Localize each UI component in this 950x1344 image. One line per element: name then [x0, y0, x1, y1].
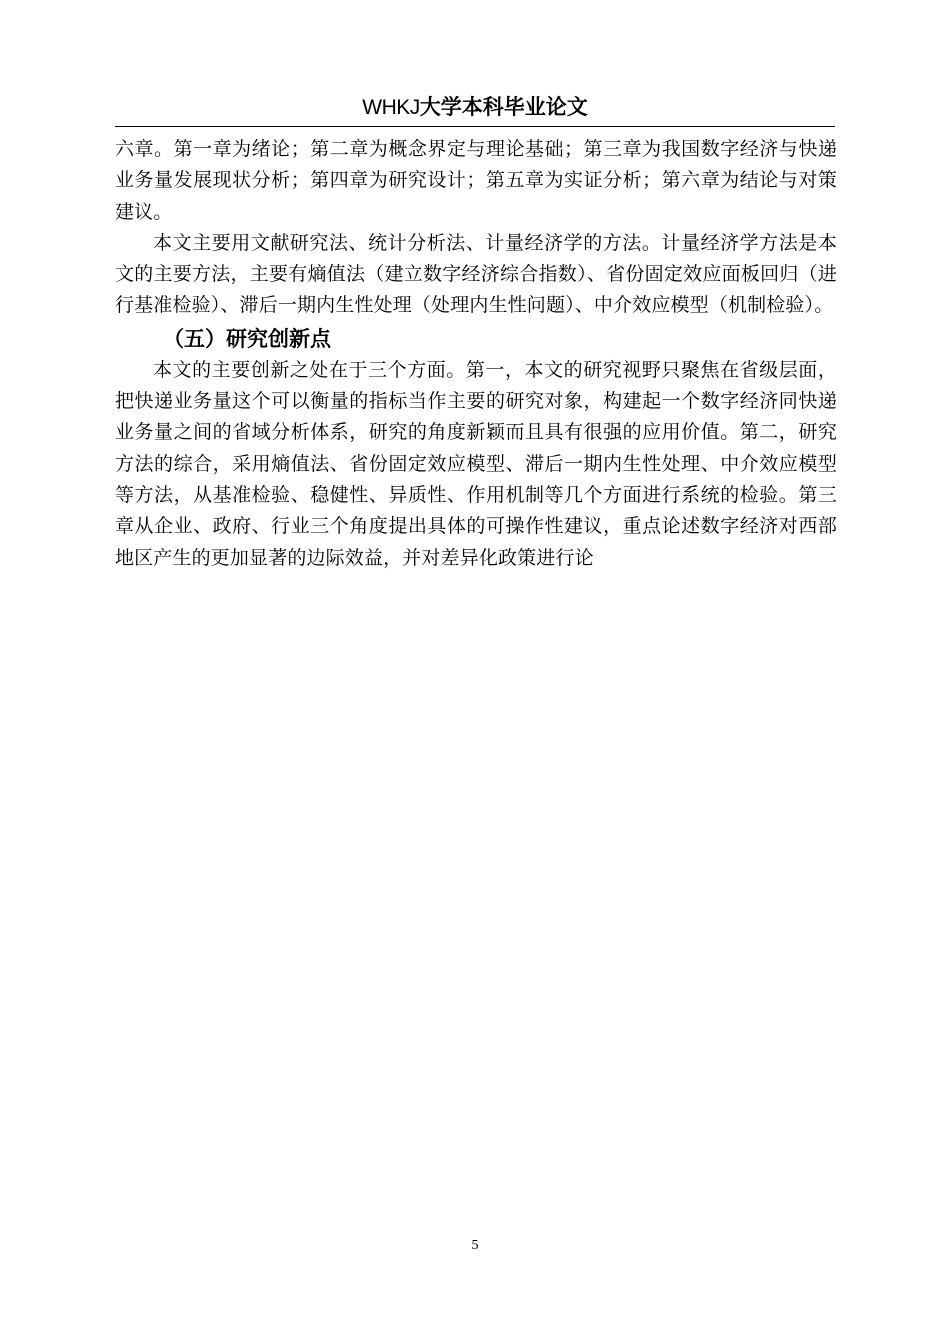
header-abbreviation: WHKJ [362, 96, 420, 119]
page-header [115, 92, 835, 127]
body-content [115, 134, 837, 574]
paragraph-research-methods: 本文主要用文献研究法、统计分析法、计量经济学的方法。计量经济学方法是本文的主要方法，主要有熵值法（建立数字经济综合指数）、省份固定效应面板回归（进行基准检验）、滞后一期内生性处理（处理内生性问题）、中介效应模型（机制检验）。 [115, 231, 837, 317]
section-title-innovation: （五）研究创新点 [163, 326, 331, 351]
page-number: 5 [471, 1238, 479, 1253]
paragraph-innovation: 本文的主要创新之处在于三个方面。第一，本文的研究视野只聚焦在省级层面，把快递业务量这个可以衡量的指标当作主要的研究对象，构建起一个数字经济同快递业务量之间的省域分析体系，研究的角度新颖而且具有很强的应用价值。第二，研究方法的综合，采用熵值法、省份固定效应模型、滞后一期内生性处理、中介效应模型等方法，从基准检验、稳健性、异质性、作用机制等几个方面进行系统的检验。第三章从企业、政府、行业三个角度提出具体的可操作性建议，重点论述数字经济对西部地区产生的更加显著的边际效益，并对差异化政策进行论 [115, 358, 837, 569]
header-title: 大学本科毕业论文 [419, 95, 588, 119]
paragraph-chapter-outline: 六章。第一章为绪论；第二章为概念界定与理论基础；第三章为我国数字经济与快递业务量发展现状分析；第四章为研究设计；第五章为实证分析；第六章为结论与对策建议。 [115, 138, 837, 223]
